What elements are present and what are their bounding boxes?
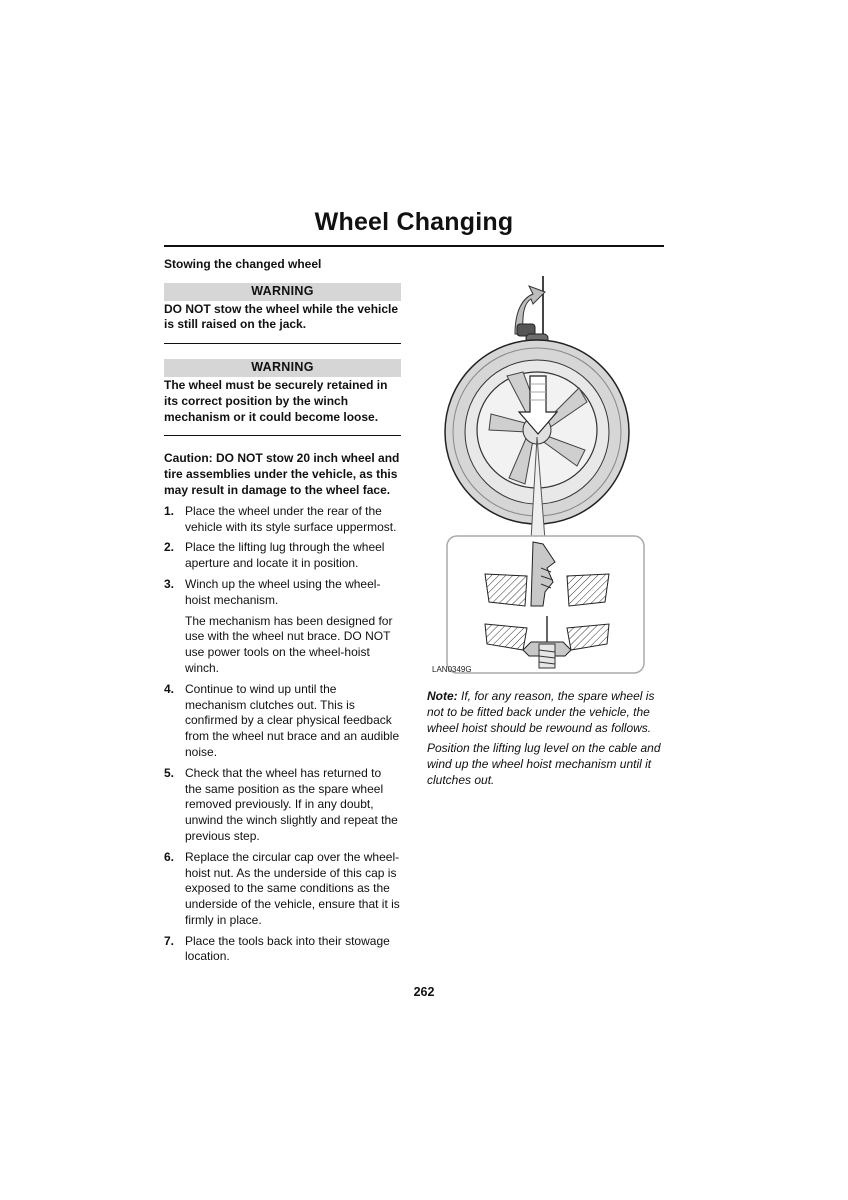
- step-item: [164, 934, 401, 966]
- right-column: [427, 689, 667, 794]
- step-text: Place the wheel under the rear of the vehicle with its style surface uppermost.: [185, 503, 397, 534]
- note-paragraph: [427, 689, 667, 736]
- step-text: Check that the wheel has returned to the same position as the spare wheel removed previously. If in any doubt, unwind the winch slightly and repeat the previous step.: [185, 765, 398, 843]
- page-number: 262: [413, 985, 435, 999]
- page-title: Wheel Changing: [314, 208, 514, 236]
- step-number: 2.: [164, 540, 175, 555]
- note-label: Note:: [427, 689, 458, 703]
- caution-text: Caution: DO NOT stow 20 inch wheel and tire assemblies under the vehicle, as this may result in damage to the wheel face.: [164, 451, 400, 497]
- step-number: 4.: [164, 681, 175, 696]
- step-text: Continue to wind up until the mechanism clutches out. This is confirmed by a clear physical feedback from the wheel nut brace and an audible noise.: [185, 681, 400, 759]
- step-number: 5.: [164, 765, 175, 780]
- step-text: Winch up the wheel using the wheel-hoist mechanism.: [185, 576, 381, 607]
- warning-label: WARNING: [164, 359, 401, 377]
- step-item: [164, 682, 401, 761]
- step-text: Place the lifting lug through the wheel aperture and locate it in position.: [185, 540, 385, 571]
- step-number: 3.: [164, 576, 175, 591]
- note-followup: Position the lifting lug level on the cable and wind up the wheel hoist mechanism until it clutches out.: [427, 741, 661, 787]
- step-text: Replace the circular cap over the wheel-hoist nut. As the underside of this cap is exposed to the same conditions as the underside of the vehicle, ensure that it is firmly in place.: [185, 849, 400, 927]
- step-number: 6.: [164, 849, 175, 864]
- warning-label: WARNING: [164, 283, 401, 301]
- note-text: If, for any reason, the spare wheel is not to be fitted back under the vehicle, the wheel hoist should be rewound as follows.: [427, 689, 655, 735]
- title-divider: [164, 245, 664, 247]
- warning-box-2: [164, 359, 401, 436]
- step-item: [164, 577, 401, 677]
- step-item: [164, 540, 401, 572]
- warning-text: DO NOT stow the wheel while the vehicle is still raised on the jack.: [164, 301, 399, 332]
- warning-text: The wheel must be securely retained in its correct position by the winch mechanism or it could become loose.: [164, 377, 388, 424]
- left-column: [164, 257, 401, 970]
- step-extra-text: The mechanism has been designed for use with the wheel nut brace. DO NOT use power tools on the wheel-hoist winch.: [185, 613, 393, 675]
- wheel-hoist-illustration: [427, 272, 649, 682]
- step-number: 1.: [164, 503, 175, 518]
- step-item: [164, 766, 401, 845]
- steps-list: [164, 504, 401, 966]
- step-text: Place the tools back into their stowage location.: [185, 933, 390, 964]
- step-item: [164, 850, 401, 929]
- step-item: [164, 504, 401, 536]
- section-subheading: Stowing the changed wheel: [164, 257, 322, 271]
- warning-box-1: [164, 283, 401, 344]
- figure-code: LAN0349G: [432, 665, 472, 674]
- step-number: 7.: [164, 933, 175, 948]
